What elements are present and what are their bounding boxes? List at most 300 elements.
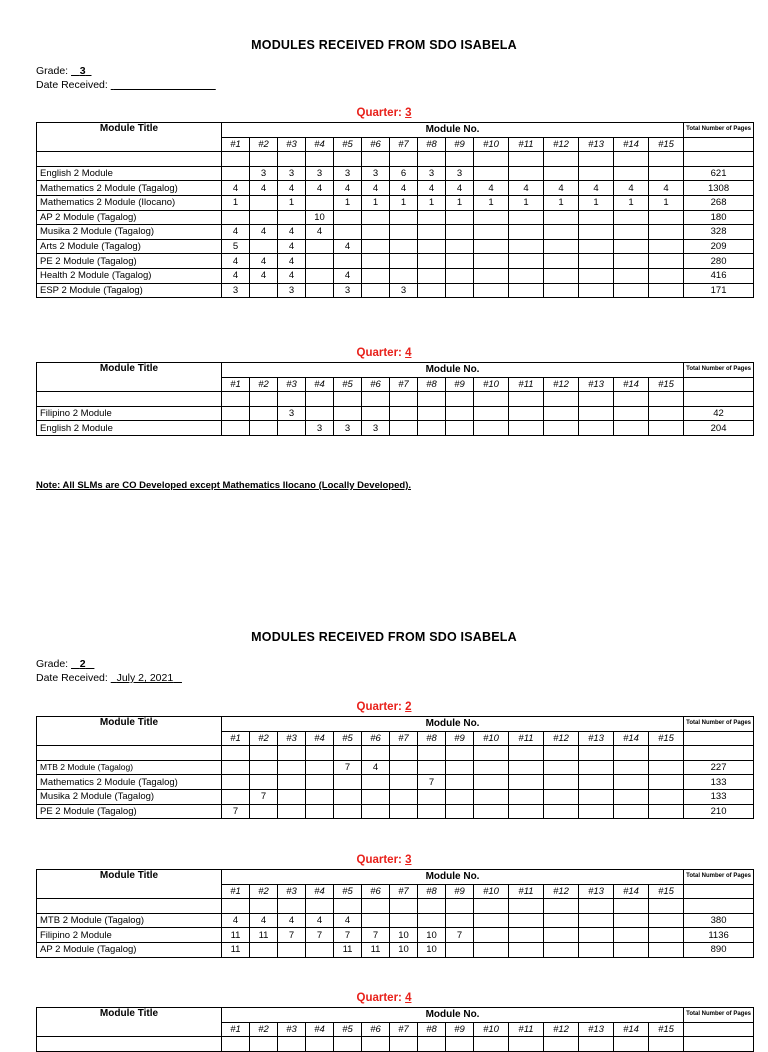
- table-row: [37, 913, 754, 928]
- empty-cell: [390, 899, 418, 914]
- module-count-cell: 3: [446, 166, 474, 181]
- doc2-quarter-2-label: Quarter: 2: [356, 701, 412, 713]
- total-pages-cell: 210: [684, 804, 754, 819]
- empty-cell: [614, 899, 649, 914]
- total-pages-cell: 280: [684, 254, 754, 269]
- module-number-header: #10: [474, 137, 509, 152]
- table-row: [37, 283, 754, 298]
- module-count-cell: [579, 804, 614, 819]
- module-count-cell: 10: [390, 928, 418, 943]
- grade-label: Grade:: [36, 65, 69, 77]
- module-count-cell: 11: [222, 928, 250, 943]
- empty-cell: [446, 746, 474, 761]
- doc2-grade-line: [36, 657, 182, 671]
- module-count-cell: [649, 804, 684, 819]
- module-count-cell: [250, 239, 278, 254]
- header-row: [37, 717, 754, 732]
- module-number-header: #13: [579, 137, 614, 152]
- module-number-header: #14: [614, 137, 649, 152]
- module-count-cell: [474, 268, 509, 283]
- module-count-cell: [579, 254, 614, 269]
- module-count-cell: [509, 254, 544, 269]
- empty-cell: [684, 746, 754, 761]
- table-row: [37, 239, 754, 254]
- empty-cell: [614, 746, 649, 761]
- empty-cell: [474, 152, 509, 167]
- module-count-cell: 11: [334, 942, 362, 957]
- module-number-header: #14: [614, 1022, 649, 1037]
- module-count-cell: 4: [278, 268, 306, 283]
- empty-cell: [684, 899, 754, 914]
- empty-cell: [222, 392, 250, 407]
- module-count-cell: [278, 421, 306, 436]
- module-count-cell: 4: [222, 913, 250, 928]
- module-number-header: #15: [649, 884, 684, 899]
- empty-cell: [684, 377, 754, 392]
- module-count-cell: [390, 225, 418, 240]
- module-count-cell: 4: [250, 181, 278, 196]
- total-pages-header: Total Number of Pages: [684, 123, 754, 138]
- empty-cell: [649, 152, 684, 167]
- table-row: [37, 942, 754, 957]
- total-pages-cell: 180: [684, 210, 754, 225]
- total-pages-cell: 1308: [684, 181, 754, 196]
- module-count-cell: [362, 789, 390, 804]
- module-count-cell: [362, 406, 390, 421]
- module-count-cell: 4: [614, 181, 649, 196]
- module-count-cell: [390, 268, 418, 283]
- module-count-cell: [334, 225, 362, 240]
- empty-cell: [362, 746, 390, 761]
- module-count-cell: 1: [544, 195, 579, 210]
- module-count-cell: [278, 775, 306, 790]
- module-count-cell: 3: [334, 283, 362, 298]
- module-count-cell: [250, 942, 278, 957]
- total-pages-cell: 227: [684, 760, 754, 775]
- module-count-cell: [446, 239, 474, 254]
- module-number-header: #15: [649, 1022, 684, 1037]
- module-count-cell: [362, 225, 390, 240]
- module-count-cell: [474, 775, 509, 790]
- empty-cell: [278, 746, 306, 761]
- module-count-cell: 7: [362, 928, 390, 943]
- module-number-header: #11: [509, 377, 544, 392]
- module-number-header: #14: [614, 377, 649, 392]
- module-count-cell: 4: [250, 225, 278, 240]
- module-number-header: #11: [509, 1022, 544, 1037]
- module-number-header: #7: [390, 884, 418, 899]
- empty-cell: [390, 392, 418, 407]
- module-count-cell: [579, 928, 614, 943]
- empty-cell: [306, 152, 334, 167]
- module-count-cell: [544, 789, 579, 804]
- module-count-cell: [222, 789, 250, 804]
- module-count-cell: [334, 406, 362, 421]
- module-count-cell: [362, 268, 390, 283]
- module-count-cell: [418, 225, 446, 240]
- module-count-cell: 11: [362, 942, 390, 957]
- module-number-header: #7: [390, 731, 418, 746]
- doc1-grade-line: [36, 64, 216, 78]
- module-count-cell: 4: [250, 268, 278, 283]
- module-number-header: #10: [474, 884, 509, 899]
- doc2-quarter-4-label: Quarter: 4: [356, 992, 412, 1004]
- empty-cell: [579, 1037, 614, 1052]
- empty-cell: [446, 392, 474, 407]
- module-count-cell: [614, 913, 649, 928]
- module-count-cell: [544, 942, 579, 957]
- module-count-cell: [614, 928, 649, 943]
- module-count-cell: [614, 283, 649, 298]
- empty-cell: [334, 899, 362, 914]
- empty-cell: [362, 152, 390, 167]
- module-count-cell: [250, 210, 278, 225]
- empty-cell: [614, 392, 649, 407]
- module-title-header: Module Title: [37, 123, 222, 152]
- module-number-header: #4: [306, 884, 334, 899]
- module-number-header: #4: [306, 377, 334, 392]
- module-count-cell: [649, 928, 684, 943]
- empty-cell: [649, 392, 684, 407]
- spacer-row: [37, 899, 754, 914]
- empty-cell: [684, 392, 754, 407]
- module-number-header: #8: [418, 377, 446, 392]
- module-number-header: #12: [544, 731, 579, 746]
- module-title-cell: PE 2 Module (Tagalog): [37, 804, 222, 819]
- module-number-header: #12: [544, 1022, 579, 1037]
- empty-cell: [306, 899, 334, 914]
- module-count-cell: [649, 166, 684, 181]
- empty-cell: [684, 1022, 754, 1037]
- empty-cell: [37, 1037, 222, 1052]
- module-count-cell: [278, 210, 306, 225]
- module-title-cell: MTB 2 Module (Tagalog): [37, 760, 222, 775]
- module-number-header: #6: [362, 137, 390, 152]
- module-count-cell: [250, 804, 278, 819]
- module-count-cell: 10: [418, 928, 446, 943]
- module-count-cell: [509, 928, 544, 943]
- doc2-quarter-3-table: [36, 869, 754, 958]
- module-count-cell: [579, 166, 614, 181]
- module-count-cell: [614, 210, 649, 225]
- total-pages-header: Total Number of Pages: [684, 717, 754, 732]
- table-row: [37, 421, 754, 436]
- module-count-cell: 4: [222, 181, 250, 196]
- empty-cell: [250, 746, 278, 761]
- empty-cell: [362, 392, 390, 407]
- module-count-cell: [544, 421, 579, 436]
- module-count-cell: 3: [250, 166, 278, 181]
- module-number-header: #2: [250, 1022, 278, 1037]
- module-count-cell: [509, 789, 544, 804]
- doc1-quarter-3-table: [36, 122, 754, 298]
- total-pages-header: Total Number of Pages: [684, 363, 754, 378]
- module-count-cell: 7: [334, 928, 362, 943]
- module-count-cell: [362, 804, 390, 819]
- module-count-cell: [614, 166, 649, 181]
- module-count-cell: [390, 789, 418, 804]
- empty-cell: [334, 152, 362, 167]
- module-count-cell: [390, 406, 418, 421]
- module-count-cell: 1: [222, 195, 250, 210]
- module-count-cell: [509, 210, 544, 225]
- module-count-cell: [474, 913, 509, 928]
- module-count-cell: [418, 804, 446, 819]
- module-count-cell: 3: [306, 421, 334, 436]
- module-count-cell: 5: [222, 239, 250, 254]
- empty-cell: [509, 899, 544, 914]
- module-count-cell: [250, 283, 278, 298]
- empty-cell: [334, 1037, 362, 1052]
- module-number-header: #4: [306, 1022, 334, 1037]
- empty-cell: [544, 1037, 579, 1052]
- module-count-cell: [544, 760, 579, 775]
- module-count-cell: [306, 195, 334, 210]
- module-count-cell: [509, 421, 544, 436]
- module-count-cell: [579, 942, 614, 957]
- module-count-cell: 1: [390, 195, 418, 210]
- module-count-cell: [418, 789, 446, 804]
- module-count-cell: [544, 225, 579, 240]
- module-count-cell: [474, 928, 509, 943]
- table-row: [37, 166, 754, 181]
- module-count-cell: [306, 775, 334, 790]
- module-count-cell: [418, 760, 446, 775]
- module-number-header: #1: [222, 377, 250, 392]
- empty-cell: [362, 899, 390, 914]
- module-count-cell: [446, 225, 474, 240]
- module-count-cell: [446, 254, 474, 269]
- module-count-cell: [334, 789, 362, 804]
- module-count-cell: [649, 942, 684, 957]
- module-count-cell: [390, 913, 418, 928]
- module-number-header: #5: [334, 1022, 362, 1037]
- module-count-cell: [446, 421, 474, 436]
- table-row: [37, 181, 754, 196]
- module-count-cell: [306, 789, 334, 804]
- module-count-cell: 7: [334, 760, 362, 775]
- module-count-cell: [649, 225, 684, 240]
- doc2-quarter-4-table: [36, 1007, 754, 1052]
- module-count-cell: 7: [278, 928, 306, 943]
- module-count-cell: 4: [250, 254, 278, 269]
- module-title-cell: Musika 2 Module (Tagalog): [37, 789, 222, 804]
- module-count-cell: 3: [222, 283, 250, 298]
- module-number-header: #9: [446, 1022, 474, 1037]
- empty-cell: [579, 152, 614, 167]
- module-count-cell: [544, 775, 579, 790]
- module-number-header: #11: [509, 731, 544, 746]
- module-title-cell: Health 2 Module (Tagalog): [37, 268, 222, 283]
- module-count-cell: [390, 775, 418, 790]
- spacer-row: [37, 152, 754, 167]
- module-number-header: #10: [474, 377, 509, 392]
- module-count-cell: [418, 421, 446, 436]
- module-number-header: #5: [334, 137, 362, 152]
- module-count-cell: [614, 421, 649, 436]
- module-count-cell: 4: [390, 181, 418, 196]
- module-count-cell: [446, 760, 474, 775]
- doc1-meta: [36, 64, 216, 92]
- empty-cell: [684, 731, 754, 746]
- table-row: [37, 804, 754, 819]
- module-no-header: Module No.: [222, 870, 684, 885]
- empty-cell: [418, 392, 446, 407]
- module-count-cell: [250, 406, 278, 421]
- module-number-header: #13: [579, 377, 614, 392]
- empty-cell: [390, 1037, 418, 1052]
- module-title-cell: Musika 2 Module (Tagalog): [37, 225, 222, 240]
- module-title-cell: MTB 2 Module (Tagalog): [37, 913, 222, 928]
- module-count-cell: [418, 254, 446, 269]
- total-pages-cell: 42: [684, 406, 754, 421]
- module-count-cell: [474, 283, 509, 298]
- module-count-cell: [418, 913, 446, 928]
- module-title-cell: Arts 2 Module (Tagalog): [37, 239, 222, 254]
- module-count-cell: 4: [278, 254, 306, 269]
- empty-cell: [250, 152, 278, 167]
- module-number-header: #2: [250, 377, 278, 392]
- module-count-cell: [418, 239, 446, 254]
- total-pages-cell: 133: [684, 775, 754, 790]
- module-count-cell: [334, 254, 362, 269]
- module-number-header: #10: [474, 1022, 509, 1037]
- module-count-cell: [474, 210, 509, 225]
- module-count-cell: 3: [278, 406, 306, 421]
- module-count-cell: 3: [278, 283, 306, 298]
- module-count-cell: [278, 942, 306, 957]
- module-number-header: #14: [614, 731, 649, 746]
- module-title-cell: Filipino 2 Module: [37, 406, 222, 421]
- empty-cell: [306, 392, 334, 407]
- module-count-cell: [579, 283, 614, 298]
- module-count-cell: [544, 210, 579, 225]
- total-pages-cell: 328: [684, 225, 754, 240]
- module-count-cell: 11: [222, 942, 250, 957]
- module-title-header: Module Title: [37, 363, 222, 392]
- empty-cell: [684, 152, 754, 167]
- module-count-cell: [509, 225, 544, 240]
- module-count-cell: [390, 239, 418, 254]
- table-row: [37, 195, 754, 210]
- module-count-cell: [306, 406, 334, 421]
- module-count-cell: [390, 254, 418, 269]
- module-count-cell: 11: [250, 928, 278, 943]
- module-count-cell: [544, 239, 579, 254]
- total-pages-cell: 171: [684, 283, 754, 298]
- module-title-cell: English 2 Module: [37, 166, 222, 181]
- module-number-header: #6: [362, 1022, 390, 1037]
- empty-cell: [579, 746, 614, 761]
- module-count-cell: [509, 760, 544, 775]
- module-number-header: #8: [418, 1022, 446, 1037]
- module-count-cell: 4: [306, 225, 334, 240]
- empty-cell: [544, 152, 579, 167]
- empty-cell: [684, 137, 754, 152]
- module-title-cell: ESP 2 Module (Tagalog): [37, 283, 222, 298]
- module-count-cell: 4: [306, 913, 334, 928]
- module-count-cell: [222, 406, 250, 421]
- total-pages-header: Total Number of Pages: [684, 870, 754, 885]
- empty-cell: [306, 1037, 334, 1052]
- doc2-meta: [36, 657, 182, 685]
- module-count-cell: [474, 804, 509, 819]
- module-number-header: #9: [446, 377, 474, 392]
- module-count-cell: 7: [306, 928, 334, 943]
- doc1-quarter-3-label: Quarter: 3: [356, 107, 412, 119]
- module-title-cell: Mathematics 2 Module (Ilocano): [37, 195, 222, 210]
- module-count-cell: 4: [334, 913, 362, 928]
- module-title-cell: Filipino 2 Module: [37, 928, 222, 943]
- module-count-cell: 3: [334, 166, 362, 181]
- table-row: [37, 789, 754, 804]
- empty-cell: [649, 1037, 684, 1052]
- module-count-cell: [418, 283, 446, 298]
- module-number-header: #1: [222, 884, 250, 899]
- module-count-cell: [649, 406, 684, 421]
- empty-cell: [614, 1037, 649, 1052]
- module-count-cell: 4: [278, 913, 306, 928]
- empty-cell: [474, 1037, 509, 1052]
- module-count-cell: [649, 254, 684, 269]
- doc2-quarter-3-label: Quarter: 3: [356, 854, 412, 866]
- module-count-cell: [306, 804, 334, 819]
- module-count-cell: [446, 268, 474, 283]
- module-count-cell: [222, 775, 250, 790]
- doc1-date-line: [36, 78, 216, 92]
- header-row: [37, 363, 754, 378]
- module-number-header: #7: [390, 137, 418, 152]
- module-count-cell: 4: [306, 181, 334, 196]
- module-number-header: #3: [278, 377, 306, 392]
- empty-cell: [222, 1037, 250, 1052]
- total-pages-cell: 890: [684, 942, 754, 957]
- module-count-cell: 4: [362, 181, 390, 196]
- empty-cell: [334, 392, 362, 407]
- module-count-cell: [544, 268, 579, 283]
- module-count-cell: [474, 760, 509, 775]
- module-count-cell: [362, 775, 390, 790]
- module-number-header: #8: [418, 731, 446, 746]
- module-count-cell: 7: [250, 789, 278, 804]
- total-pages-cell: 1136: [684, 928, 754, 943]
- module-count-cell: [544, 913, 579, 928]
- module-count-cell: [250, 195, 278, 210]
- module-count-cell: [222, 210, 250, 225]
- module-number-header: #4: [306, 137, 334, 152]
- module-count-cell: [418, 210, 446, 225]
- empty-cell: [474, 746, 509, 761]
- spacer-row: [37, 392, 754, 407]
- module-count-cell: [362, 913, 390, 928]
- module-count-cell: [306, 760, 334, 775]
- module-count-cell: 3: [306, 166, 334, 181]
- empty-cell: [418, 746, 446, 761]
- module-count-cell: [306, 942, 334, 957]
- module-count-cell: 4: [250, 913, 278, 928]
- grade-value: 3: [79, 65, 86, 77]
- module-count-cell: 1: [362, 195, 390, 210]
- module-count-cell: [544, 166, 579, 181]
- module-number-header: #1: [222, 1022, 250, 1037]
- table-row: [37, 775, 754, 790]
- module-count-cell: [446, 406, 474, 421]
- empty-cell: [222, 746, 250, 761]
- empty-cell: [278, 392, 306, 407]
- header-row: [37, 123, 754, 138]
- module-count-cell: 4: [418, 181, 446, 196]
- empty-cell: [418, 1037, 446, 1052]
